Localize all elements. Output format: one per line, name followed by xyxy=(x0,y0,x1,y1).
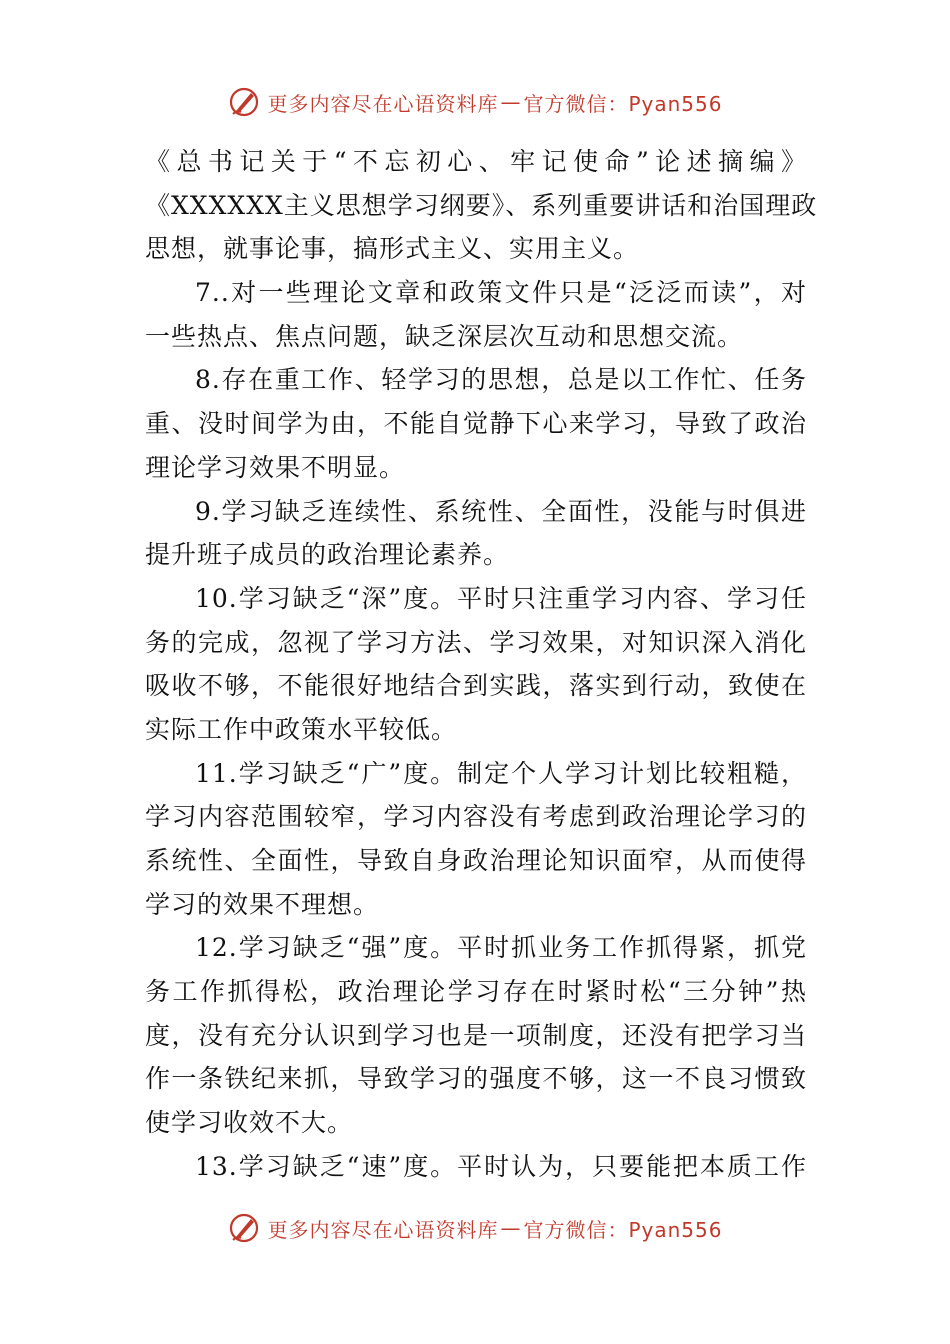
text-line: 13.学习缺乏“速”度。平时认为，只要能把本质工作 xyxy=(195,1151,807,1181)
banner-text: 更多内容尽在心语资料库 xyxy=(267,91,499,116)
footer-banner xyxy=(0,1208,950,1248)
text-line: 学习的效果不理想。 xyxy=(145,889,380,919)
text-line: 8.存在重工作、轻学习的思想，总是以工作忙、任务 xyxy=(195,365,807,395)
text-line: 11.学习缺乏“广”度。制定个人学习计划比较粗糙， xyxy=(195,758,807,788)
text-line: 7..对一些理论文章和政策文件只是“泛泛而读”，对 xyxy=(195,278,807,308)
banner-text: 更多内容尽在心语资料库 xyxy=(267,1217,499,1242)
pen-circle-icon xyxy=(227,1211,261,1245)
text-line: 使学习收效不大。 xyxy=(145,1108,354,1138)
text-line: 学习内容范围较窄，学习内容没有考虑到政治理论学习的 xyxy=(145,802,807,832)
banner-wechat: 官方微信：Pyan556 xyxy=(523,1217,723,1242)
header-banner xyxy=(0,82,950,122)
text-line: 系统性、全面性，导致自身政治理论知识面窄，从而使得 xyxy=(145,846,807,875)
text-line: 思想，就事论事，搞形式主义、实用主义。 xyxy=(145,234,640,264)
text-line: 实际工作中政策水平较低。 xyxy=(145,714,458,744)
text-line: 12.学习缺乏“强”度。平时抓业务工作抓得紧，抓党 xyxy=(195,933,807,963)
text-line: 吸收不够，不能很好地结合到实践，落实到行动，致使在 xyxy=(145,671,807,701)
text-line: 10.学习缺乏“深”度。平时只注重学习内容、学习任 xyxy=(195,583,807,613)
text-line: 提升班子成员的政治理论素养。 xyxy=(145,540,510,570)
text-line: 《XXXXXX主义思想学习纲要》、系列重要讲话和治国理政 xyxy=(145,190,818,220)
pen-circle-icon xyxy=(227,85,261,119)
text-line: 度，没有充分认识到学习也是一项制度，还没有把学习当 xyxy=(145,1020,807,1050)
text-line: 务工作抓得松，政治理论学习存在时紧时松“三分钟”热 xyxy=(145,977,807,1007)
text-line: 作一条铁纪来抓，导致学习的强度不够，这一不良习惯致 xyxy=(145,1064,807,1094)
text-line: 理论学习效果不明显。 xyxy=(145,452,406,482)
document-body xyxy=(145,140,818,1189)
banner-separator: — xyxy=(500,1216,522,1240)
text-line: 务的完成，忽视了学习方法、学习效果，对知识深入消化 xyxy=(145,627,807,657)
text-line: 《总书记关于“不忘初心、牢记使命”论述摘编》 xyxy=(145,147,807,176)
text-line: 一些热点、焦点问题，缺乏深层次互动和思想交流。 xyxy=(145,321,744,351)
text-line: 重、没时间学为由，不能自觉静下心来学习，导致了政治 xyxy=(145,409,807,439)
banner-separator: — xyxy=(500,90,522,114)
banner-wechat: 官方微信：Pyan556 xyxy=(523,91,723,116)
text-line: 9.学习缺乏连续性、系统性、全面性，没能与时俱进 xyxy=(195,496,807,526)
